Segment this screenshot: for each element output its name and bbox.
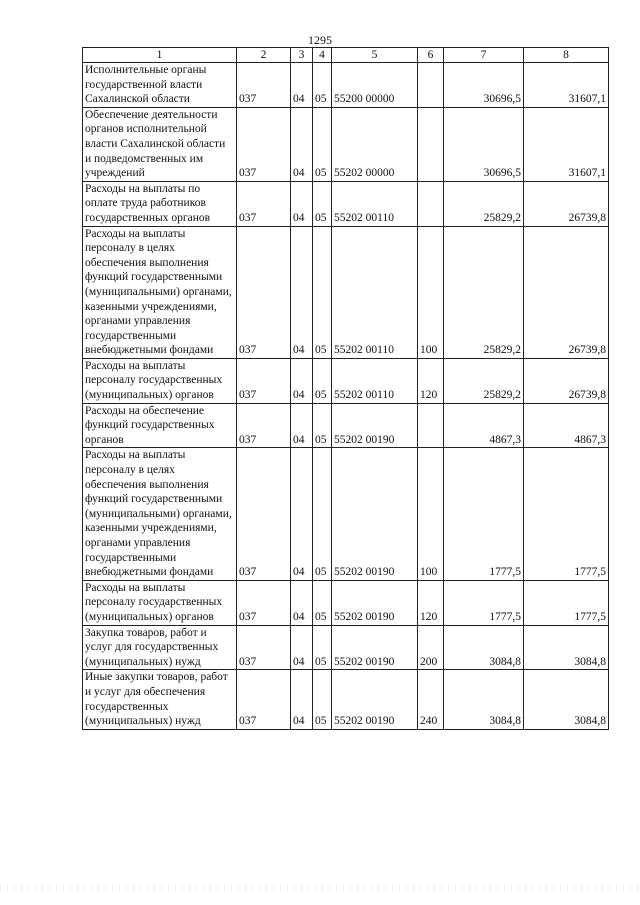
table-row — [83, 580, 609, 625]
amount-year1-cell: 1777,5 — [444, 580, 524, 625]
row-name-cell: Расходы на выплаты персоналу в целях обеспечения выполнения функций государственными (муниципальными) органами, казенными учреждениями, органами управления государственными внебюджетными фондами — [83, 226, 237, 358]
column-header: 6 — [418, 48, 444, 63]
row-name-cell: Расходы на обеспечение функций государственных органов — [83, 403, 237, 448]
amount-year2-cell: 3084,8 — [524, 625, 609, 670]
expense-type-cell: 120 — [418, 358, 444, 403]
row-name-cell: Обеспечение деятельности органов исполнительной власти Сахалинской области и подведомственных им учреждений — [83, 107, 237, 181]
ministry-code-cell: 037 — [237, 625, 291, 670]
column-header: 7 — [444, 48, 524, 63]
section-code-cell: 04 — [291, 670, 313, 729]
amount-year2-cell: 1777,5 — [524, 448, 609, 580]
amount-year1-cell: 30696,5 — [444, 107, 524, 181]
amount-year1-cell: 3084,8 — [444, 625, 524, 670]
expense-type-cell: 240 — [418, 670, 444, 729]
ministry-code-cell: 037 — [237, 580, 291, 625]
column-header: 1 — [83, 48, 237, 63]
section-code-cell: 04 — [291, 403, 313, 448]
section-code-cell: 04 — [291, 448, 313, 580]
page-number: 1295 — [308, 33, 332, 47]
section-code-cell: 04 — [291, 580, 313, 625]
row-name-cell: Расходы на выплаты персоналу государственных (муниципальных) органов — [83, 358, 237, 403]
subsection-code-cell: 05 — [313, 580, 332, 625]
ministry-code-cell: 037 — [237, 226, 291, 358]
target-article-cell: 55202 00110 — [332, 358, 418, 403]
section-code-cell: 04 — [291, 226, 313, 358]
expense-type-cell: 200 — [418, 625, 444, 670]
column-header: 4 — [313, 48, 332, 63]
amount-year2-cell: 4867,3 — [524, 403, 609, 448]
target-article-cell: 55202 00190 — [332, 625, 418, 670]
amount-year1-cell: 4867,3 — [444, 403, 524, 448]
amount-year1-cell: 30696,5 — [444, 63, 524, 108]
target-article-cell: 55202 00110 — [332, 181, 418, 226]
amount-year2-cell: 31607,1 — [524, 107, 609, 181]
subsection-code-cell: 05 — [313, 181, 332, 226]
expense-type-cell — [418, 63, 444, 108]
ministry-code-cell: 037 — [237, 358, 291, 403]
target-article-cell: 55202 00190 — [332, 670, 418, 729]
column-header: 3 — [291, 48, 313, 63]
row-name-cell: Исполнительные органы государственной власти Сахалинской области — [83, 63, 237, 108]
section-code-cell: 04 — [291, 358, 313, 403]
target-article-cell: 55202 00190 — [332, 448, 418, 580]
table-row — [83, 358, 609, 403]
expense-type-cell — [418, 403, 444, 448]
amount-year2-cell: 31607,1 — [524, 63, 609, 108]
row-name-cell: Иные закупки товаров, работ и услуг для обеспечения государственных (муниципальных) нужд — [83, 670, 237, 729]
table-row — [83, 448, 609, 580]
target-article-cell: 55202 00190 — [332, 580, 418, 625]
expense-type-cell: 100 — [418, 226, 444, 358]
ministry-code-cell: 037 — [237, 181, 291, 226]
amount-year2-cell: 26739,8 — [524, 226, 609, 358]
amount-year1-cell: 1777,5 — [444, 448, 524, 580]
subsection-code-cell: 05 — [313, 358, 332, 403]
table-row — [83, 226, 609, 358]
amount-year1-cell: 25829,2 — [444, 358, 524, 403]
amount-year1-cell: 25829,2 — [444, 226, 524, 358]
column-header: 5 — [332, 48, 418, 63]
expense-type-cell — [418, 181, 444, 226]
table-row — [83, 107, 609, 181]
amount-year2-cell: 3084,8 — [524, 670, 609, 729]
expense-type-cell: 120 — [418, 580, 444, 625]
section-code-cell: 04 — [291, 625, 313, 670]
section-code-cell: 04 — [291, 181, 313, 226]
amount-year1-cell: 25829,2 — [444, 181, 524, 226]
subsection-code-cell: 05 — [313, 226, 332, 358]
row-name-cell: Расходы на выплаты персоналу в целях обеспечения выполнения функций государственными (муниципальными) органами, казенными учреждениями, органами управления государственными внебюджетными фондами — [83, 448, 237, 580]
table-row — [83, 181, 609, 226]
row-name-cell: Расходы на выплаты по оплате труда работников государственных органов — [83, 181, 237, 226]
target-article-cell: 55200 00000 — [332, 63, 418, 108]
ministry-code-cell: 037 — [237, 670, 291, 729]
amount-year2-cell: 26739,8 — [524, 181, 609, 226]
column-header: 8 — [524, 48, 609, 63]
target-article-cell: 55202 00190 — [332, 403, 418, 448]
section-code-cell: 04 — [291, 107, 313, 181]
target-article-cell: 55202 00110 — [332, 226, 418, 358]
ministry-code-cell: 037 — [237, 448, 291, 580]
subsection-code-cell: 05 — [313, 625, 332, 670]
ministry-code-cell: 037 — [237, 403, 291, 448]
subsection-code-cell: 05 — [313, 63, 332, 108]
row-name-cell: Закупка товаров, работ и услуг для государственных (муниципальных) нужд — [83, 625, 237, 670]
budget-table — [82, 47, 609, 730]
subsection-code-cell: 05 — [313, 403, 332, 448]
column-header: 2 — [237, 48, 291, 63]
subsection-code-cell: 05 — [313, 107, 332, 181]
table-row — [83, 403, 609, 448]
ministry-code-cell: 037 — [237, 107, 291, 181]
table-row — [83, 63, 609, 108]
amount-year2-cell: 26739,8 — [524, 358, 609, 403]
subsection-code-cell: 05 — [313, 670, 332, 729]
section-code-cell: 04 — [291, 63, 313, 108]
scan-noise — [0, 884, 640, 892]
target-article-cell: 55202 00000 — [332, 107, 418, 181]
amount-year2-cell: 1777,5 — [524, 580, 609, 625]
table-row — [83, 670, 609, 729]
subsection-code-cell: 05 — [313, 448, 332, 580]
row-name-cell: Расходы на выплаты персоналу государственных (муниципальных) органов — [83, 580, 237, 625]
amount-year1-cell: 3084,8 — [444, 670, 524, 729]
ministry-code-cell: 037 — [237, 63, 291, 108]
header-row — [83, 48, 609, 63]
table-row — [83, 625, 609, 670]
expense-type-cell: 100 — [418, 448, 444, 580]
expense-type-cell — [418, 107, 444, 181]
